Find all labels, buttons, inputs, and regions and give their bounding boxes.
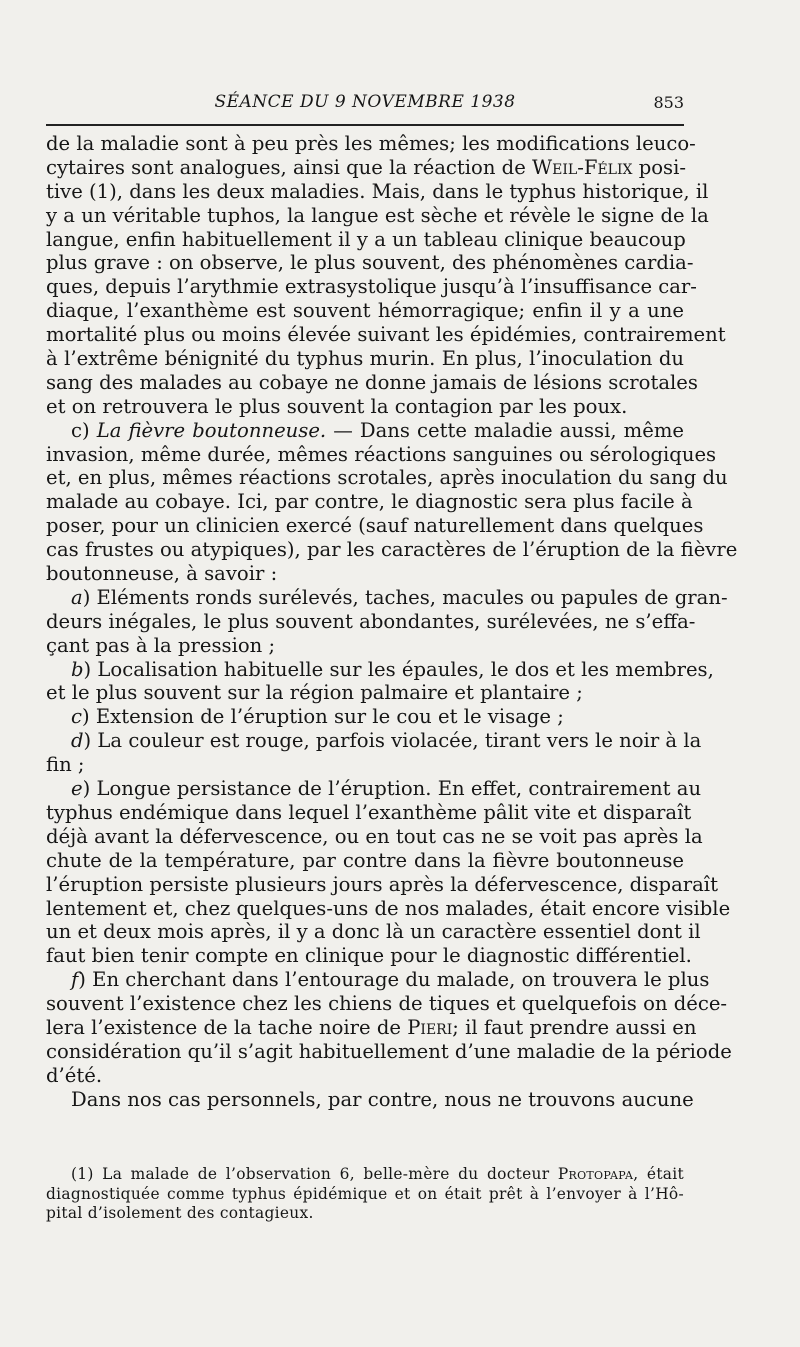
text-line: cytaires sont analogues, ainsi que la réaction de Weil-Félix posi-: [46, 155, 686, 179]
text-line: lera l’existence de la tache noire de Pieri; il faut prendre aussi en: [46, 1015, 697, 1039]
text-line: faut bien tenir compte en clinique pour le diagnostic différentiel.: [46, 944, 692, 968]
footnote-line: (1) La malade de l’observation 6, belle-mère du docteur Protopapa, était: [71, 1165, 684, 1183]
list-marker: e: [71, 777, 83, 801]
text-line: deurs inégales, le plus souvent abondantes, surélevées, ne s’effa-: [46, 609, 696, 633]
footnote: [46, 1165, 684, 1224]
text-line: et le plus souvent sur la région palmaire et plantaire ;: [46, 681, 583, 705]
text-line: d’été.: [46, 1063, 103, 1087]
text-line: c) Extension de l’éruption sur le cou et le visage ;: [71, 705, 564, 729]
text-line: lentement et, chez quelques-uns de nos malades, était encore visible: [46, 896, 731, 920]
section-heading: La fièvre boutonneuse.: [96, 418, 327, 442]
author-name: Pieri: [407, 1015, 453, 1039]
text-line: b) Localisation habituelle sur les épaules, le dos et les membres,: [71, 657, 714, 681]
text-line: de la maladie sont à peu près les mêmes; les modifications leuco-: [46, 132, 696, 155]
text-line: y a un véritable tuphos, la langue est sèche et révèle le signe de la: [46, 203, 709, 227]
text-line: à l’extrême bénignité du typhus murin. En plus, l’inoculation du: [46, 347, 684, 371]
text-line: plus grave : on observe, le plus souvent, des phénomènes cardia-: [46, 251, 694, 275]
text-line: langue, enfin habituellement il y a un tableau clinique beaucoup: [46, 227, 686, 251]
text-line: c) La fièvre boutonneuse. — Dans cette maladie aussi, même: [71, 418, 684, 442]
text-line: poser, pour un clinicien exercé (sauf naturellement dans quelques: [46, 514, 704, 538]
page-header: [46, 92, 684, 118]
text-line: f) En cherchant dans l’entourage du malade, on trouvera le plus: [71, 968, 710, 992]
text-line: considération qu’il s’agit habituellement d’une maladie de la période: [46, 1039, 732, 1063]
text-line: invasion, même durée, mêmes réactions sanguines ou sérologiques: [46, 442, 717, 466]
list-marker: b: [71, 657, 84, 681]
body-text: [46, 132, 738, 1112]
text-line: boutonneuse, à savoir :: [46, 562, 278, 586]
text-line: d) La couleur est rouge, parfois violacée, tirant vers le noir à la: [71, 729, 702, 753]
list-marker: a: [71, 585, 83, 609]
text-line: a) Eléments ronds surélevés, taches, macules ou papules de gran-: [71, 585, 728, 609]
text-line: çant pas à la pression ;: [46, 633, 276, 657]
text-line: cas frustes ou atypiques), par les caractères de l’éruption de la fièvre: [46, 538, 738, 562]
text-line: sang des malades au cobaye ne donne jamais de lésions scrotales: [46, 370, 698, 394]
text-line: ques, depuis l’arythmie extrasystolique jusqu’à l’insuffisance car-: [46, 275, 697, 299]
text-line: typhus endémique dans lequel l’exanthème pâlit vite et disparaît: [46, 800, 692, 824]
text-line: souvent l’existence chez les chiens de tiques et quelquefois on déce-: [46, 992, 728, 1016]
text-line: un et deux mois après, il y a donc là un caractère essentiel dont il: [46, 920, 701, 944]
text-line: mortalité plus ou moins élevée suivant les épidémies, contrairement: [46, 323, 726, 347]
text-line: chute de la température, par contre dans la fièvre boutonneuse: [46, 848, 684, 872]
text-line: et, en plus, mêmes réactions scrotales, après inoculation du sang du: [46, 466, 728, 490]
footnote-line: pital d’isolement des contagieux.: [46, 1204, 314, 1222]
text-line: e) Longue persistance de l’éruption. En effet, contrairement au: [71, 777, 702, 801]
author-name: Protopapa: [557, 1165, 634, 1183]
text-line: fin ;: [46, 753, 85, 777]
text-line: Dans nos cas personnels, par contre, nous ne trouvons aucune: [71, 1087, 694, 1111]
header-rule: [46, 124, 684, 126]
text-line: et on retrouvera le plus souvent la contagion par les poux.: [46, 394, 628, 418]
author-name: Weil-Félix: [532, 155, 633, 179]
text-line: tive (1), dans les deux maladies. Mais, dans le typhus historique, il: [46, 179, 709, 203]
list-marker: d: [71, 729, 84, 753]
list-marker: f: [71, 968, 79, 992]
text-line: malade au cobaye. Ici, par contre, le diagnostic sera plus facile à: [46, 490, 693, 514]
running-title: SÉANCE DU 9 NOVEMBRE 1938: [214, 92, 516, 112]
text-line: diaque, l’exanthème est souvent hémorragique; enfin il y a une: [46, 299, 684, 323]
list-marker: c: [71, 705, 82, 729]
page-number: 853: [653, 93, 684, 112]
text-line: l’éruption persiste plusieurs jours après la défervescence, disparaît: [46, 872, 718, 896]
text-line: déjà avant la défervescence, ou en tout cas ne se voit pas après la: [46, 824, 703, 848]
footnote-line: diagnostiquée comme typhus épidémique et on était prêt à l’envoyer à l’Hô-: [46, 1184, 684, 1203]
